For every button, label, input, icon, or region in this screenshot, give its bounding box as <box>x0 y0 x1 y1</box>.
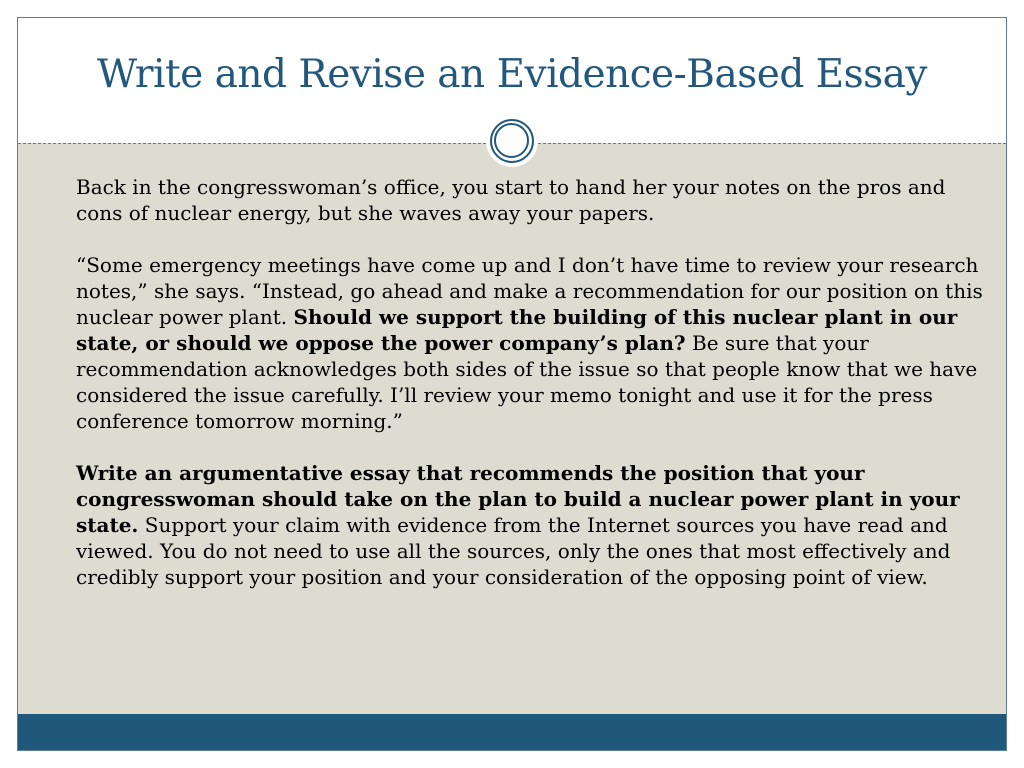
paragraph-text: Support your claim with evidence from the Internet sources you have read and viewed. You do not need to use all the sources, only the ones that most effectively and credibly support your position and your consideration of the opposing point of view. <box>76 513 951 589</box>
slide <box>17 17 1007 751</box>
paragraph-text: “Some emergency meetings have come up and I don’t have time to review your research notes,” she says. “Instead, go ahead and make a recommendation for our position on this nuclear power plant. <box>76 253 983 329</box>
double-circle-icon <box>486 115 538 167</box>
paragraph-text: Be sure that your recommendation acknowledges both sides of the issue so that people know that we have considered the issue carefully. I’ll review your memo tonight and use it for the press conference tomorrow morning.” <box>76 331 978 433</box>
inner-ring <box>494 123 529 158</box>
footer-bar <box>18 714 1006 750</box>
paragraph-text: Back in the congresswoman’s office, you start to hand her your notes on the pros and cons of nuclear energy, but she waves away your papers. <box>76 175 946 225</box>
paragraph-quote <box>76 252 986 434</box>
paragraph-intro <box>76 174 986 226</box>
paragraph-bold: Should we support the building of this nuclear plant in our state, or should we oppose the power company’s plan? <box>76 305 958 355</box>
slide-body <box>76 174 986 616</box>
paragraph-bold: Write an argumentative essay that recommends the position that your congresswoman should take on the plan to build a nuclear power plant in your state. <box>76 461 960 537</box>
slide-title: Write and Revise an Evidence-Based Essay <box>97 52 927 97</box>
paragraph-assignment <box>76 460 986 590</box>
